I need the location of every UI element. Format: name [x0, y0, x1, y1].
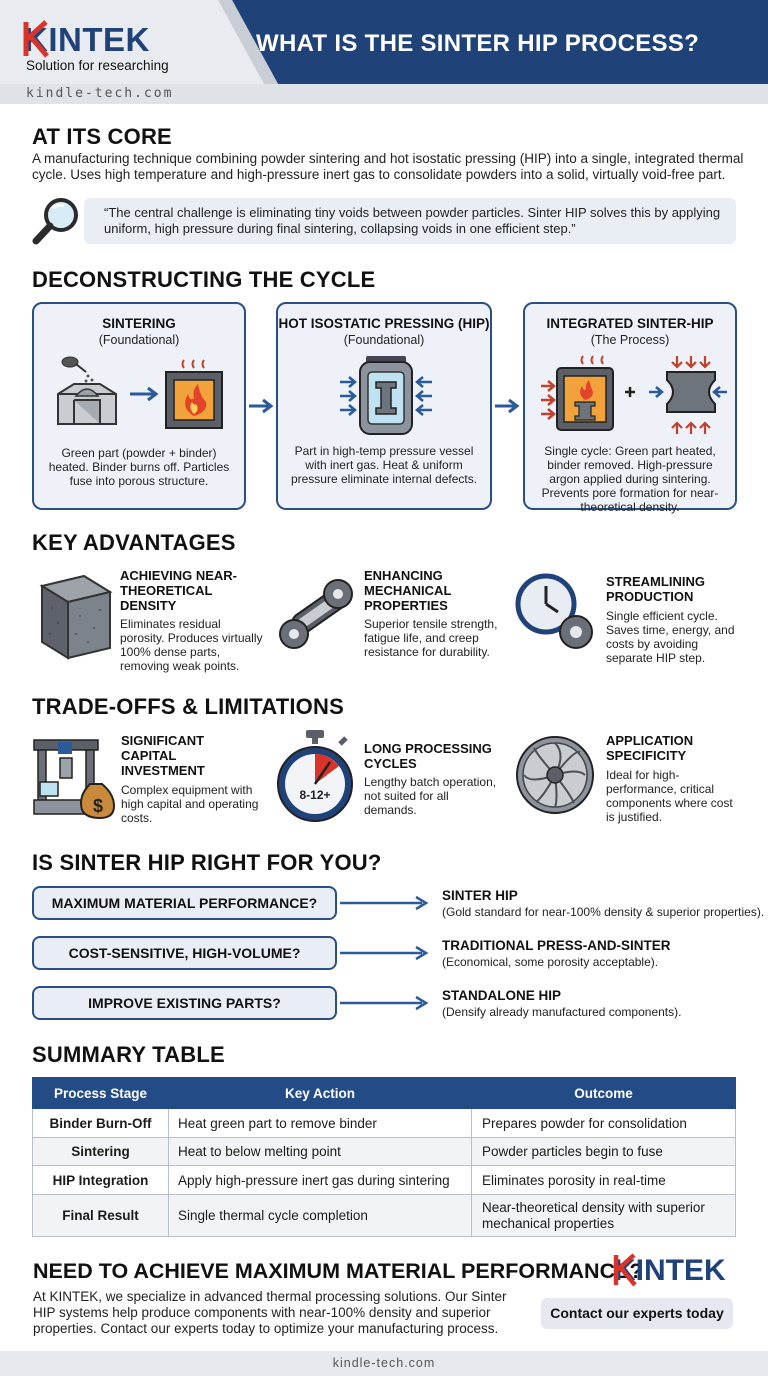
stopwatch-icon — [272, 728, 358, 824]
card-title: HOT ISOSTATIC PRESSING (HIP) — [278, 316, 490, 331]
table-cell-outcome: Prepares powder for consolidation — [472, 1109, 736, 1138]
arrow-right-icon — [493, 398, 523, 414]
tradeoffs-heading: TRADE-OFFS & LIMITATIONS — [32, 694, 344, 719]
cycle-card-sintering — [32, 302, 246, 510]
tradeoff-description: Lengthy batch operation, not suited for all demands. — [364, 775, 497, 817]
advantage-description: Superior tensile strength, fatigue life, and creep resistance for durability. — [364, 617, 498, 659]
cycle-card-hip — [276, 302, 492, 510]
table-cell-action: Heat to below melting point — [169, 1138, 472, 1166]
page-title: WHAT IS THE SINTER HIP PROCESS? — [256, 30, 700, 57]
cta-text: At KINTEK, we specialize in advanced thermal processing solutions. Our Sinter HIP systems help produce components with near-100% density and superior properties. Contact our experts today to optimize your manufacturing process. — [33, 1289, 507, 1336]
card-description: Single cycle: Green part heated, binder removed. High-pressure argon applied during sintering. Prevents pore formation for near-theoretical density. — [541, 444, 719, 514]
card-subtitle: (Foundational) — [343, 333, 425, 347]
brand-logo-text: KINTEK — [24, 21, 150, 58]
svg-text:$: $ — [92, 796, 104, 816]
contact-experts-button[interactable] — [541, 1298, 733, 1329]
column-header: Key Action — [169, 1078, 472, 1109]
decision-answer: SINTER HIP — [442, 888, 518, 903]
decision-heading: IS SINTER HIP RIGHT FOR YOU? — [32, 850, 382, 875]
table-cell-outcome: Powder particles begin to fuse — [472, 1138, 736, 1166]
sinter-hip-combined-icon — [537, 354, 727, 436]
pressure-vessel-icon — [338, 352, 434, 438]
card-subtitle: (Foundational) — [98, 333, 180, 347]
dense-cube-icon — [30, 568, 116, 664]
table-cell-action: Heat green part to remove binder — [169, 1109, 472, 1138]
header — [0, 0, 768, 104]
turbine-icon — [514, 734, 596, 816]
arrow-right-icon — [128, 386, 162, 402]
decision-detail: (Gold standard for near-100% density & superior properties). — [442, 905, 765, 919]
table-cell-stage: Binder Burn-Off — [33, 1109, 169, 1138]
table-cell-stage: HIP Integration — [33, 1166, 169, 1195]
arrow-right-icon — [247, 398, 277, 414]
table-cell-stage: Final Result — [33, 1195, 169, 1237]
tradeoff-description: Ideal for high-performance, critical components where cost is justified. — [606, 768, 733, 824]
core-text: A manufacturing technique combining powder sintering and hot isostatic pressing (HIP) into a single, integrated thermal cycle. Uses high temperature and high-pressure inert gas to consolidate powders into a solid, virtually void-free part. — [32, 151, 744, 182]
table-cell-action: Apply high-pressure inert gas during sintering — [169, 1166, 472, 1195]
cycle-card-integrated — [523, 302, 737, 514]
table-row — [33, 1166, 736, 1195]
arrow-right-icon — [338, 895, 434, 911]
arrow-right-icon — [338, 995, 434, 1011]
table-cell-outcome: Eliminates porosity in real-time — [472, 1166, 736, 1195]
gears-chain-icon — [272, 572, 362, 658]
brand-tagline: Solution for researching — [26, 58, 169, 73]
footer-site-url[interactable]: kindle-tech.com — [332, 1356, 436, 1370]
advantages-heading: KEY ADVANTAGES — [32, 530, 236, 555]
table-row — [33, 1195, 736, 1237]
advantage-description: Single efficient cycle. Saves time, energy, and costs by avoiding separate HIP step. — [606, 609, 735, 665]
cycle-heading: DECONSTRUCTING THE CYCLE — [32, 267, 376, 292]
decision-detail: (Densify already manufactured components). — [442, 1005, 682, 1019]
card-title: INTEGRATED SINTER-HIP — [546, 316, 714, 331]
contact-button-label: Contact our experts today — [550, 1305, 724, 1321]
table-header-row — [33, 1078, 736, 1109]
table-cell-action: Single thermal cycle completion — [169, 1195, 472, 1237]
arrow-right-icon — [338, 945, 434, 961]
table-cell-stage: Sintering — [33, 1138, 169, 1166]
core-quote: “The central challenge is eliminating tiny voids between powder particles. Sinter HIP solves this by applying uniform, high pressure during final sintering, collapsing voids in one efficient step.” — [104, 205, 721, 236]
summary-table — [32, 1077, 736, 1237]
clock-gear-icon — [514, 572, 596, 654]
furnace-fire-icon — [164, 358, 226, 430]
tradeoff-description: Complex equipment with high capital and operating costs. — [121, 783, 259, 825]
decision-answer: TRADITIONAL PRESS-AND-SINTER — [442, 938, 671, 953]
summary-heading: SUMMARY TABLE — [32, 1042, 225, 1067]
magnifier-icon — [30, 194, 84, 248]
header-site-url[interactable]: kindle-tech.com — [26, 86, 174, 101]
card-description: Green part (powder + binder) heated. Binder burns off. Particles fuse into porous structure. — [48, 446, 230, 488]
card-description: Part in high-temp pressure vessel with inert gas. Heat & uniform pressure eliminate internal defects. — [290, 444, 478, 486]
decision-question[interactable]: COST-SENSITIVE, HIGH-VOLUME? — [32, 936, 337, 970]
cta-brand-text: KINTEK — [614, 1254, 726, 1287]
logo-k-accent-icon — [612, 1251, 638, 1287]
card-subtitle: (The Process) — [590, 333, 670, 347]
tradeoff-title: APPLICATION SPECIFICITY — [606, 733, 694, 763]
tradeoff-title: LONG PROCESSING CYCLES — [364, 741, 492, 771]
table-cell-outcome: Near-theoretical density with superior mechanical properties — [472, 1195, 736, 1237]
advantage-description: Eliminates residual porosity. Produces virtually 100% dense parts, removing weak points. — [120, 617, 263, 673]
timer-label: 8-12+ — [299, 788, 331, 802]
powder-mold-icon — [52, 356, 122, 428]
decision-question[interactable]: MAXIMUM MATERIAL PERFORMANCE? — [32, 886, 337, 920]
column-header: Outcome — [472, 1078, 736, 1109]
advantage-title: STREAMLINING PRODUCTION — [606, 574, 705, 604]
core-heading: AT ITS CORE — [32, 124, 172, 149]
advantage-title: ACHIEVING NEAR-THEORETICAL DENSITY — [120, 568, 238, 613]
cta-heading: NEED TO ACHIEVE MAXIMUM MATERIAL PERFORMANCE? — [33, 1259, 643, 1283]
table-row — [33, 1109, 736, 1138]
decision-question[interactable]: IMPROVE EXISTING PARTS? — [32, 986, 337, 1020]
logo-k-accent-icon — [22, 18, 50, 58]
decision-answer: STANDALONE HIP — [442, 988, 562, 1003]
equipment-money-icon — [30, 734, 116, 820]
tradeoff-title: SIGNIFICANT CAPITAL INVESTMENT — [121, 733, 205, 778]
advantage-title: ENHANCING MECHANICAL PROPERTIES — [364, 568, 452, 613]
card-title: SINTERING — [102, 316, 176, 331]
decision-detail: (Economical, some porosity acceptable). — [442, 955, 659, 969]
table-row — [33, 1138, 736, 1166]
column-header: Process Stage — [33, 1078, 169, 1109]
